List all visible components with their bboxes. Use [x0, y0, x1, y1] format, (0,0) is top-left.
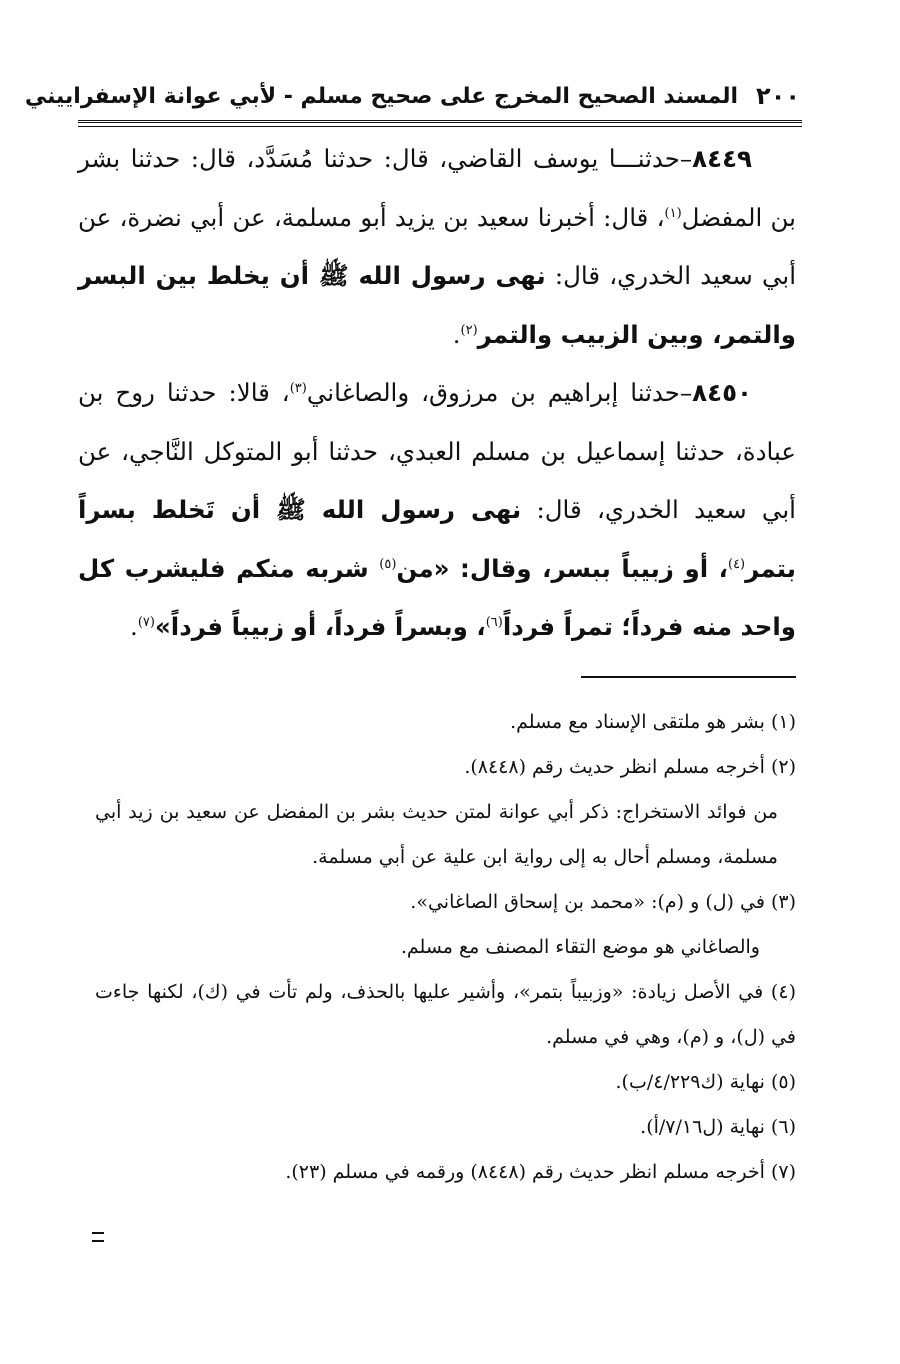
hadith-8450 [78, 364, 796, 657]
footnotes [95, 700, 796, 1195]
footnote-5: (٥) نهاية (ك٤/٢٢٩/ب). [615, 1071, 796, 1093]
footnote-2-note: من فوائد الاستخراج: ذكر أبي عوانة لمتن حديث بشر بن المفضل عن سعيد بن زيد أبي مسلمة، ومسلم أحال به إلى رواية ابن علية عن أبي مسلمة. [95, 801, 778, 868]
footnote-2: (٢) أخرجه مسلم انظر حديث رقم (٨٤٤٨). [464, 756, 796, 778]
footnote-4: (٤) في الأصل زيادة: «وزبيباً بتمر»، وأشير عليها بالحذف، ولم تأت في (ك)، لكنها جاءت في (ل)، و (م)، وهي في مسلم. [95, 981, 796, 1048]
hadith-text: –حدثنا إبراهيم بن مرزوق، والصاغاني [306, 378, 693, 407]
footnote-1: (١) بشر هو ملتقى الإسناد مع مسلم. [510, 711, 796, 733]
hadith-text: ، قال: أخبرنا سعيد بن يزيد أبو مسلمة، عن أبي نضرة، عن أبي سعيد الخدري، قال: [78, 202, 796, 290]
running-title: المسند الصحيح المخرج على صحيح مسلم - لأبي عوانة الإسفراييني [24, 83, 739, 109]
footnote-ref[interactable]: (٦) [485, 614, 503, 630]
footnote-ref[interactable]: (٥) [379, 556, 397, 572]
hadith-number: ٨٤٤٩ [692, 144, 752, 173]
footnote-7: (٧) أخرجه مسلم انظر حديث رقم (٨٤٤٨) ورقمه في مسلم (٢٣). [285, 1161, 796, 1183]
footnote-ref[interactable]: (٧) [137, 614, 155, 630]
header-rule [78, 120, 802, 127]
hadith-text: –حدثنـــا يوسف القاضي، قال: حدثنا مُسَدَّد، قال: حدثنا بشر بن المفضل [78, 144, 796, 232]
footnote-ref[interactable]: (٣) [289, 380, 307, 396]
hadith-end: . [130, 612, 138, 641]
running-head [24, 78, 800, 114]
hadith-matn: شربه منكم فليشرب كل واحد منه فرداً؛ تمراً فرداً [78, 553, 796, 641]
hadith-text: ، قالا: حدثنا روح بن عبادة، حدثنا إسماعيل بن مسلم العبدي، حدثنا أبو المتوكل النَّاجي، عن أبي سعيد الخدري، قال: [78, 378, 796, 524]
hadith-matn: ، وبسراً فرداً، أو زبيباً فرداً» [154, 612, 486, 641]
main-text [78, 130, 796, 657]
hadith-matn: نهى رسول الله ﷺ أن تَخلط بسراً بتمر [78, 495, 796, 583]
footnote-3: (٣) في (ل) و (م): «محمد بن إسحاق الصاغاني». [410, 891, 796, 913]
hadith-8449 [78, 130, 796, 364]
page-number: ٢٠٠ [756, 82, 800, 110]
footnote-ref[interactable]: (١) [664, 205, 682, 221]
footnote-ref[interactable]: (٢) [460, 322, 478, 338]
hadith-end: . [452, 319, 461, 349]
footnote-3-note: والصاغاني هو موضع التقاء المصنف مع مسلم. [400, 936, 760, 958]
page-end-mark [92, 1232, 104, 1242]
hadith-matn: نهى رسول الله ﷺ أن يخلط بين البسر والتمر، وبين الزبيب والتمر [78, 261, 796, 349]
footnote-separator [581, 676, 796, 678]
hadith-matn: ، أو زبيباً ببسر، وقال: «من [396, 553, 728, 583]
footnote-ref[interactable]: (٤) [727, 556, 746, 572]
footnote-6: (٦) نهاية (ل٧/١٦/أ). [640, 1116, 796, 1138]
hadith-number: ٨٤٥٠ [692, 378, 752, 407]
